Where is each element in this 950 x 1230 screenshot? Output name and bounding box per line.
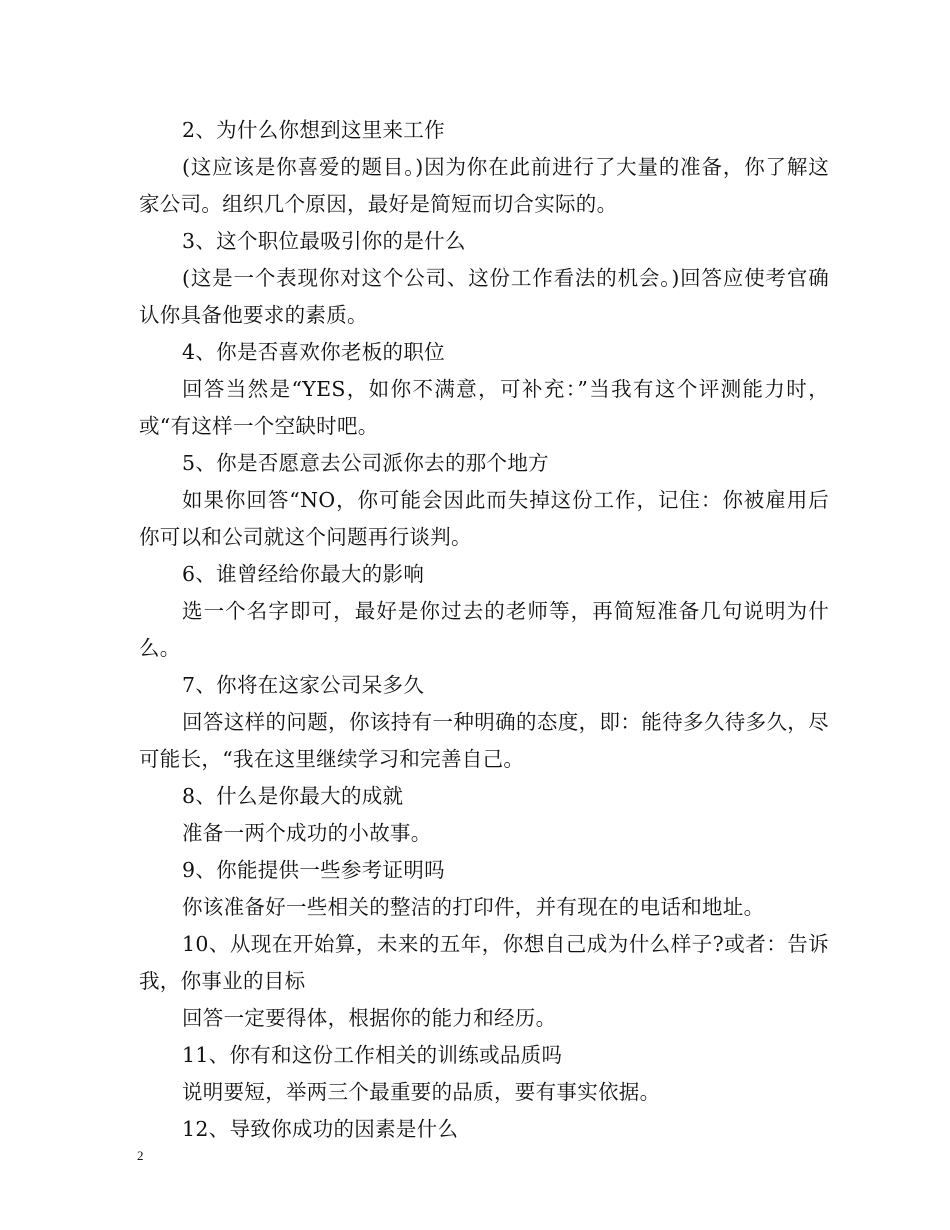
question-heading-4: 4、你是否喜欢你老板的职位 xyxy=(182,340,445,364)
question-heading-7: 7、你将在这家公司呆多久 xyxy=(182,673,425,697)
question-heading-3: 3、这个职位最吸引你的是什么 xyxy=(182,229,466,253)
answer-paragraph-2: (这应该是你喜爱的题目。)因为你在此前进行了大量的准备，你了解这家公司。组织几个原因，最好是简短而切合实际的。 xyxy=(139,155,829,216)
answer-paragraph-11: 说明要短，举两三个最重要的品质，要有事实依据。 xyxy=(182,1080,661,1104)
answer-paragraph-7: 回答这样的问题，你该持有一种明确的态度，即：能待多久待多久，尽可能长，“我在这里继续学习和完善自己。 xyxy=(139,710,829,771)
document-body xyxy=(139,112,829,1148)
answer-paragraph-8: 准备一两个成功的小故事。 xyxy=(182,821,432,845)
question-heading-8: 8、什么是你最大的成就 xyxy=(182,784,404,808)
page-number: 2 xyxy=(137,1148,144,1163)
question-heading-9: 9、你能提供一些参考证明吗 xyxy=(182,858,445,882)
answer-paragraph-5: 如果你回答“NO，你可能会因此而失掉这份工作，记住：你被雇用后你可以和公司就这个问题再行谈判。 xyxy=(139,488,829,549)
answer-paragraph-3: (这是一个表现你对这个公司、这份工作看法的机会。)回答应使考官确认你具备他要求的素质。 xyxy=(139,266,829,327)
answer-paragraph-4: 回答当然是“YES，如你不满意，可补充：”当我有这个评测能力时，或“有这样一个空缺时吧。 xyxy=(139,377,829,438)
question-heading-6: 6、谁曾经给你最大的影响 xyxy=(182,562,425,586)
question-heading-2: 2、为什么你想到这里来工作 xyxy=(182,118,445,142)
answer-paragraph-10: 回答一定要得体，根据你的能力和经历。 xyxy=(182,1006,557,1030)
answer-paragraph-9: 你该准备好一些相关的整洁的打印件，并有现在的电话和地址。 xyxy=(182,895,765,919)
question-heading-5: 5、你是否愿意去公司派你去的那个地方 xyxy=(182,451,549,475)
question-heading-11: 11、你有和这份工作相关的训练或品质吗 xyxy=(182,1043,563,1067)
question-heading-10: 10、从现在开始算，未来的五年，你想自己成为什么样子?或者：告诉我，你事业的目标 xyxy=(139,932,829,993)
question-heading-12: 12、导致你成功的因素是什么 xyxy=(182,1117,459,1141)
answer-paragraph-6: 选一个名字即可，最好是你过去的老师等，再简短准备几句说明为什么。 xyxy=(139,599,829,660)
